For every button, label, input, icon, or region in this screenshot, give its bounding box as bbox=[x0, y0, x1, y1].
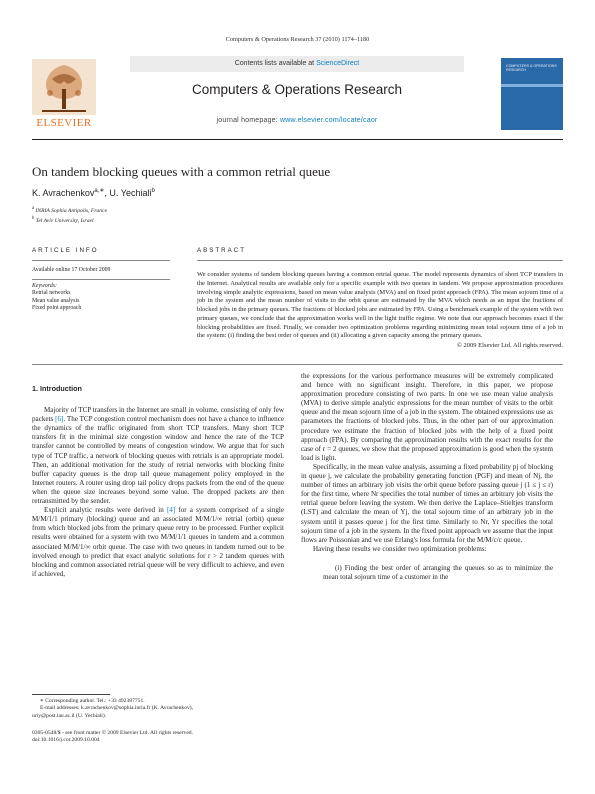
text-run: . The TCP congestion control mechanism does not have a chance to influence the dynamics of the traffic originated from short TCP transfers. Many short TCP transfers fit in the minimal size congestion window and hence the rate of the TCP transfer cannot be controlled by means of congestion window. We argue that for such type of TCP traffic, a network of blocking queues with retrials is an appropriate model. Then, an additional motivation for the study of retrial networks with blocking finite buffer capacity queues is the drop tail queue management policy employed in the Internet routers. A router using drop tail policy drops packets from the end of the queue when the queue size increases beyond some value. The dropped packets are then retransmitted by the sender. bbox=[32, 415, 284, 506]
contents-prefix: Contents lists available at bbox=[234, 60, 317, 67]
body-paragraph bbox=[32, 506, 284, 579]
affil-sup: a bbox=[32, 206, 35, 211]
text-run: Explicit analytic results were derived in bbox=[44, 506, 167, 515]
doi-line[interactable]: doi:10.1016/j.cor.2009.10.004 bbox=[32, 737, 100, 744]
issn-line: 0305-0548/$ - see front matter © 2009 Elsevier Ltd. All rights reserved. bbox=[32, 730, 193, 736]
elsevier-logo[interactable] bbox=[32, 59, 96, 129]
body-right-column bbox=[301, 372, 553, 582]
journal-title: Computers & Operations Research bbox=[191, 82, 403, 97]
article-info-heading: ARTICLE INFO bbox=[32, 247, 99, 254]
corresponding-author-note: ∗ Corresponding author. Tel.: +33 492387751. bbox=[40, 698, 145, 704]
keyword-item: Mean value analysis bbox=[32, 297, 80, 304]
list-item: (i) Finding the best order of arranging the queues so as to minimize the mean total sojourn time of a customer in the bbox=[323, 563, 553, 581]
keyword-item: Retrial networks bbox=[32, 290, 71, 297]
abstract-heading: ABSTRACT bbox=[197, 247, 247, 254]
masthead bbox=[32, 56, 563, 131]
journal-citation: Computers & Operations Research 37 (2010) 1174–1180 bbox=[225, 36, 370, 43]
header-rule bbox=[32, 139, 563, 140]
citation-link[interactable]: [4] bbox=[166, 506, 176, 515]
homepage-prefix: journal homepage: bbox=[216, 117, 281, 124]
body-paragraph: Having these results we consider two optimization problems: bbox=[313, 544, 487, 553]
citation-link[interactable]: [6] bbox=[55, 415, 64, 424]
author-list bbox=[32, 187, 155, 198]
paper-title: On tandem blocking queues with a common retrial queue bbox=[32, 164, 331, 179]
text-run: Majority of TCP transfers in the Internet are small in volume, consisting of only few packets bbox=[32, 406, 284, 424]
body-left-column bbox=[32, 370, 284, 579]
available-online: Available online 17 October 2009 bbox=[32, 267, 111, 273]
affil-text: INRIA Sophia Antipolis, France bbox=[35, 207, 108, 214]
author-affil-sup: b bbox=[151, 188, 155, 194]
homepage-link[interactable]: www.elsevier.com/locate/caor bbox=[280, 117, 378, 124]
section-heading: 1. Introduction bbox=[32, 384, 82, 393]
keyword-item: Fixed point approach bbox=[32, 305, 82, 312]
article-info bbox=[32, 247, 170, 313]
affiliations bbox=[32, 205, 107, 225]
keywords-heading: Keywords: bbox=[32, 282, 57, 289]
footnote bbox=[32, 694, 284, 720]
affiliation-b bbox=[32, 215, 107, 225]
body-paragraph: Specifically, in the mean value analysis, assuming a fixed probability pj of blocking in queue j, we calculate the probability generating function (PGF) and mean of Nj, the number of times an arbitrary job visits the orbit queue before passing queue j (1 ≤ j ≤ r) for the first time, where Nr specifies the total number of times an arbitrary job visits the retrial queue before leaving the system. We then derive the Laplace–Stieltjes transform (LST) and calculate the mean of Yj, the total sojourn time of an arbitrary job in the system until it passes queue j for the first time. Similarly to Nr, Yr specifies the total sojourn time of a job in the system. In the fixed point approach we assume that the input flows are Poissonian and we use Erlang's loss formula for the M/M/c/c queue. bbox=[301, 462, 553, 544]
affiliation-a bbox=[32, 205, 107, 215]
email-addresses[interactable]: E-mail addresses: k.avrachenkov@sophia.inria.fr (K. Avrachenkov), bbox=[40, 705, 194, 712]
body-paragraph: the expressions for the various performance measures will be extremely complicated and hence with no significant insight. Therefore, in this paper, we propose approximation procedure consisting of two parts. In one we use mean value analysis (MVA) to derive simple analytic expressions for the mean number of visits to the orbit queue and the mean sojourn time of a job in the system. The obtained expressions use as parameters the fractions of blocked jobs. Thus, in the other part of our approximation procedure we estimate the fraction of blocked jobs with the help of a fixed point approach (FPA). By comparing the approximation results with the exact results for the case of r = 2 queues, we show that the proposed approximation is good when the system load is light. bbox=[301, 372, 553, 462]
abstract-copyright: © 2009 Elsevier Ltd. All rights reserved. bbox=[456, 342, 563, 349]
abstract-text: We consider systems of tandem blocking queues having a common retrial queue. The model represents dynamics of short TCP transfers in the Internet. Analytical results are available only for a specific example with two queues in tandem. We propose approximation procedures involving simple analytic expressions, based on mean value analysis (MVA) and on fixed point approach (FPA). The mean sojourn time of a job in the system and the mean number of visits to the orbit queue are estimated by the MVA which needs as an input the fractions of blocked jobs in the primary queues. The fractions of blocked jobs are estimated by FPA. Using a benchmark example of the system with two primary queues, we conclude that the approximation works well in the light traffic regime. We note that our approach becomes exact if the blocking probabilities are fixed. Finally, we consider two optimization problems regarding minimizing mean total sojourn time of a job in the system: (i) finding the best order of queues and (ii) allocating a given capacity among the primary queues. bbox=[197, 271, 563, 340]
sciencedirect-link[interactable]: ScienceDirect bbox=[316, 60, 360, 67]
text-run: for a system comprised of a single M/M/1/1 primary (blocking) queue and an associated M/M/1/∞ retrial (orbit) queue from which blocked jobs from the primary queue retry to be processed. Further explicit results were obtained for a system with two M/M/1/1 queues in tandem and a common associated M/M/1/∞ orbit queue. The case with two queues in tandem turned out to be involved enough to predict that exact analytic solutions for r > 2 tandem queues with blocking and common associated retrial queue will be very difficult to achieve, and even if achieved, bbox=[32, 506, 284, 578]
elsevier-tree-icon bbox=[32, 59, 96, 115]
cover-title: COMPUTERS & OPERATIONS RESEARCH bbox=[506, 64, 557, 73]
author-name[interactable]: K. Avrachenkov bbox=[32, 188, 95, 198]
abstract bbox=[197, 247, 563, 350]
email-addresses-cont[interactable]: uriy@post.tau.ac.il (U. Yechiali). bbox=[32, 712, 107, 719]
publisher-logo-text: ELSEVIER bbox=[36, 117, 92, 129]
abstract-bottom-rule bbox=[32, 364, 563, 365]
footnote-rule bbox=[32, 694, 110, 695]
author-name[interactable]: , U. Yechiali bbox=[104, 188, 152, 198]
journal-homepage bbox=[130, 117, 464, 124]
cover-band bbox=[501, 84, 563, 87]
author-affil-sup: a, bbox=[94, 188, 100, 194]
contents-bar bbox=[130, 56, 464, 72]
front-matter bbox=[32, 730, 284, 745]
body-paragraph bbox=[32, 406, 284, 506]
journal-cover-image bbox=[501, 58, 563, 130]
affil-sup: b bbox=[32, 215, 35, 221]
affil-text: Tel Aviv University, Israel bbox=[35, 217, 94, 224]
corresponding-star[interactable]: ∗ bbox=[99, 188, 105, 194]
